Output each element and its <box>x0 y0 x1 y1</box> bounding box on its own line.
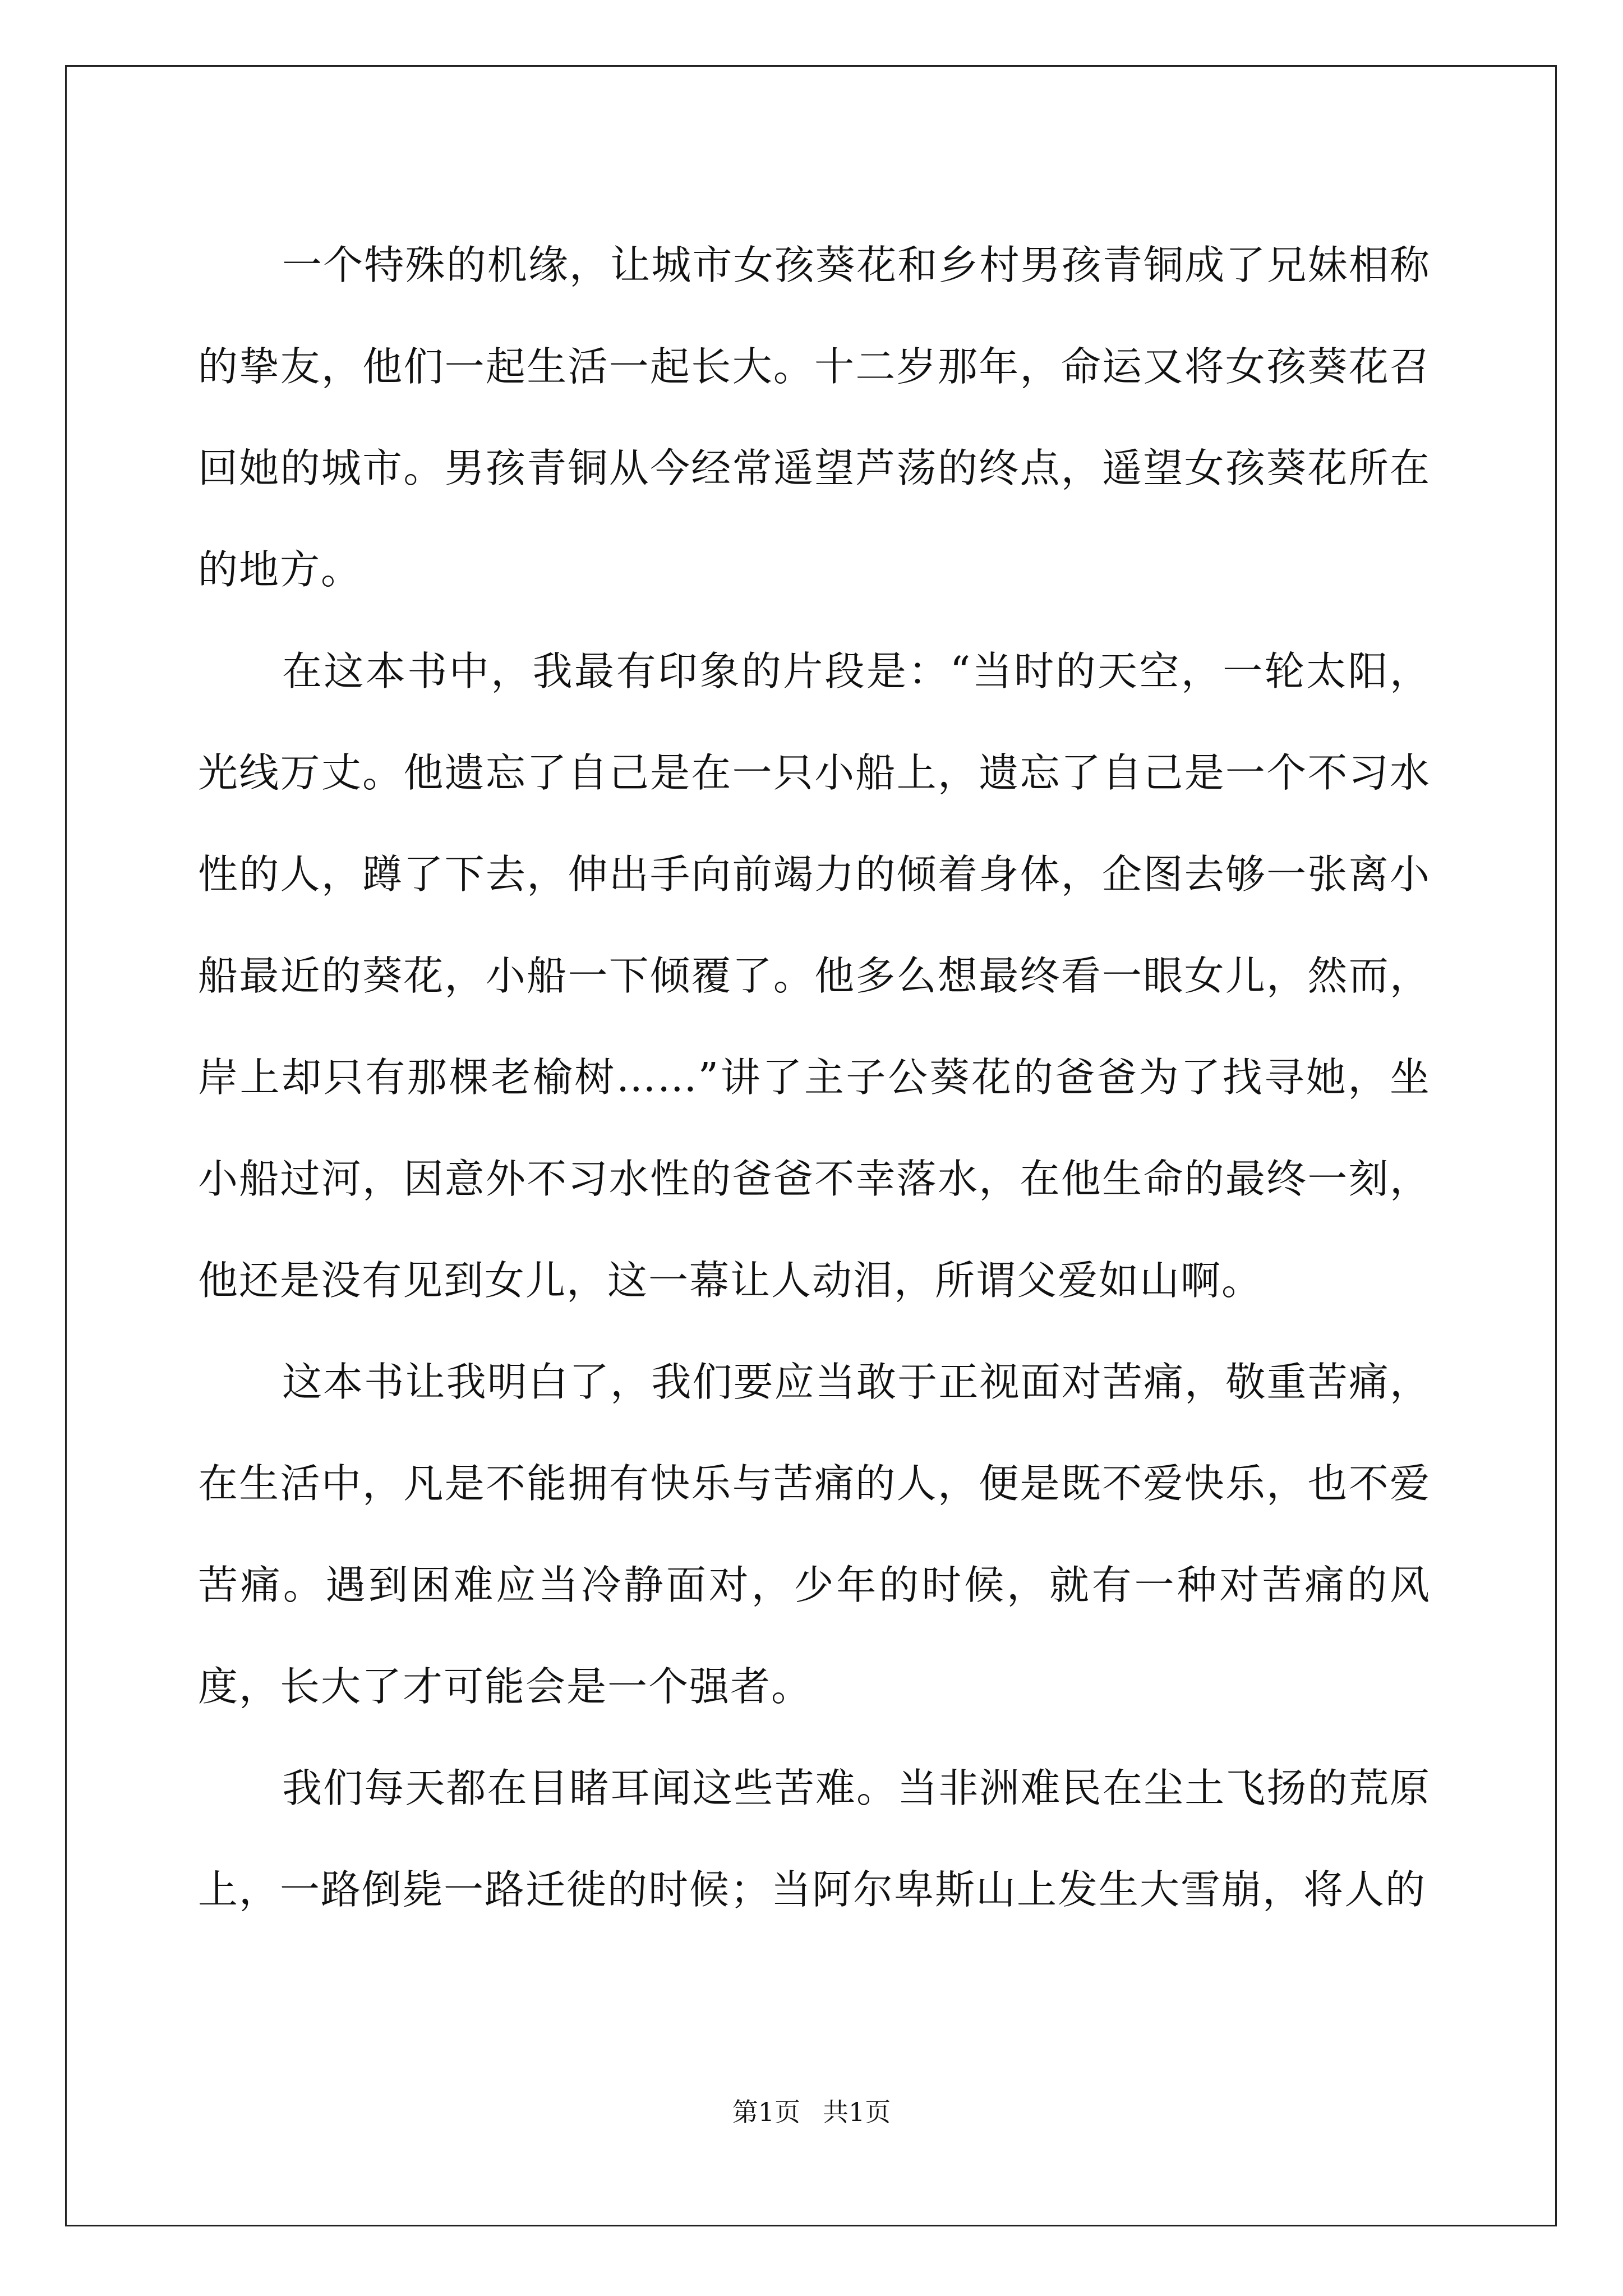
page-footer <box>0 2095 1623 2129</box>
document-body <box>198 214 1431 1940</box>
page-number: 第1页 <box>732 2097 800 2127</box>
paragraph: 一个特殊的机缘，让城市女孩葵花和乡村男孩青铜成了兄妹相称的挚友，他们一起生活一起长大。十二岁那年，命运又将女孩葵花召回她的城市。男孩青铜从今经常遥望芦荡的终点，遥望女孩葵花所在的地方。 <box>198 242 1431 593</box>
paragraph: 我们每天都在目睹耳闻这些苦难。当非洲难民在尘土飞扬的荒原上，一路倒毙一路迁徙的时候；当阿尔卑斯山上发生大雪崩，将人的 <box>198 1765 1431 1913</box>
paragraph: 这本书让我明白了，我们要应当敢于正视面对苦痛，敬重苦痛，在生活中，凡是不能拥有快乐与苦痛的人，便是既不爱快乐，也不爱苦痛。遇到困难应当冷静面对，少年的时候，就有一种对苦痛的风度，长大了才可能会是一个强者。 <box>198 1359 1431 1710</box>
paragraph: 在这本书中，我最有印象的片段是：“当时的天空，一轮太阳，光线万丈。他遗忘了自己是在一只小船上，遗忘了自己是一个不习水性的人，蹲了下去，伸出手向前竭力的倾着身体，企图去够一张离小船最近的葵花，小船一下倾覆了。他多么想最终看一眼女儿，然而，岸上却只有那棵老榆树……”讲了主子公葵花的爸爸为了找寻她，坐小船过河，因意外不习水性的爸爸不幸落水，在他生命的最终一刻，他还是没有见到女儿，这一幕让人动泪，所谓父爱如山啊。 <box>198 648 1431 1304</box>
page-total: 共1页 <box>823 2097 891 2127</box>
